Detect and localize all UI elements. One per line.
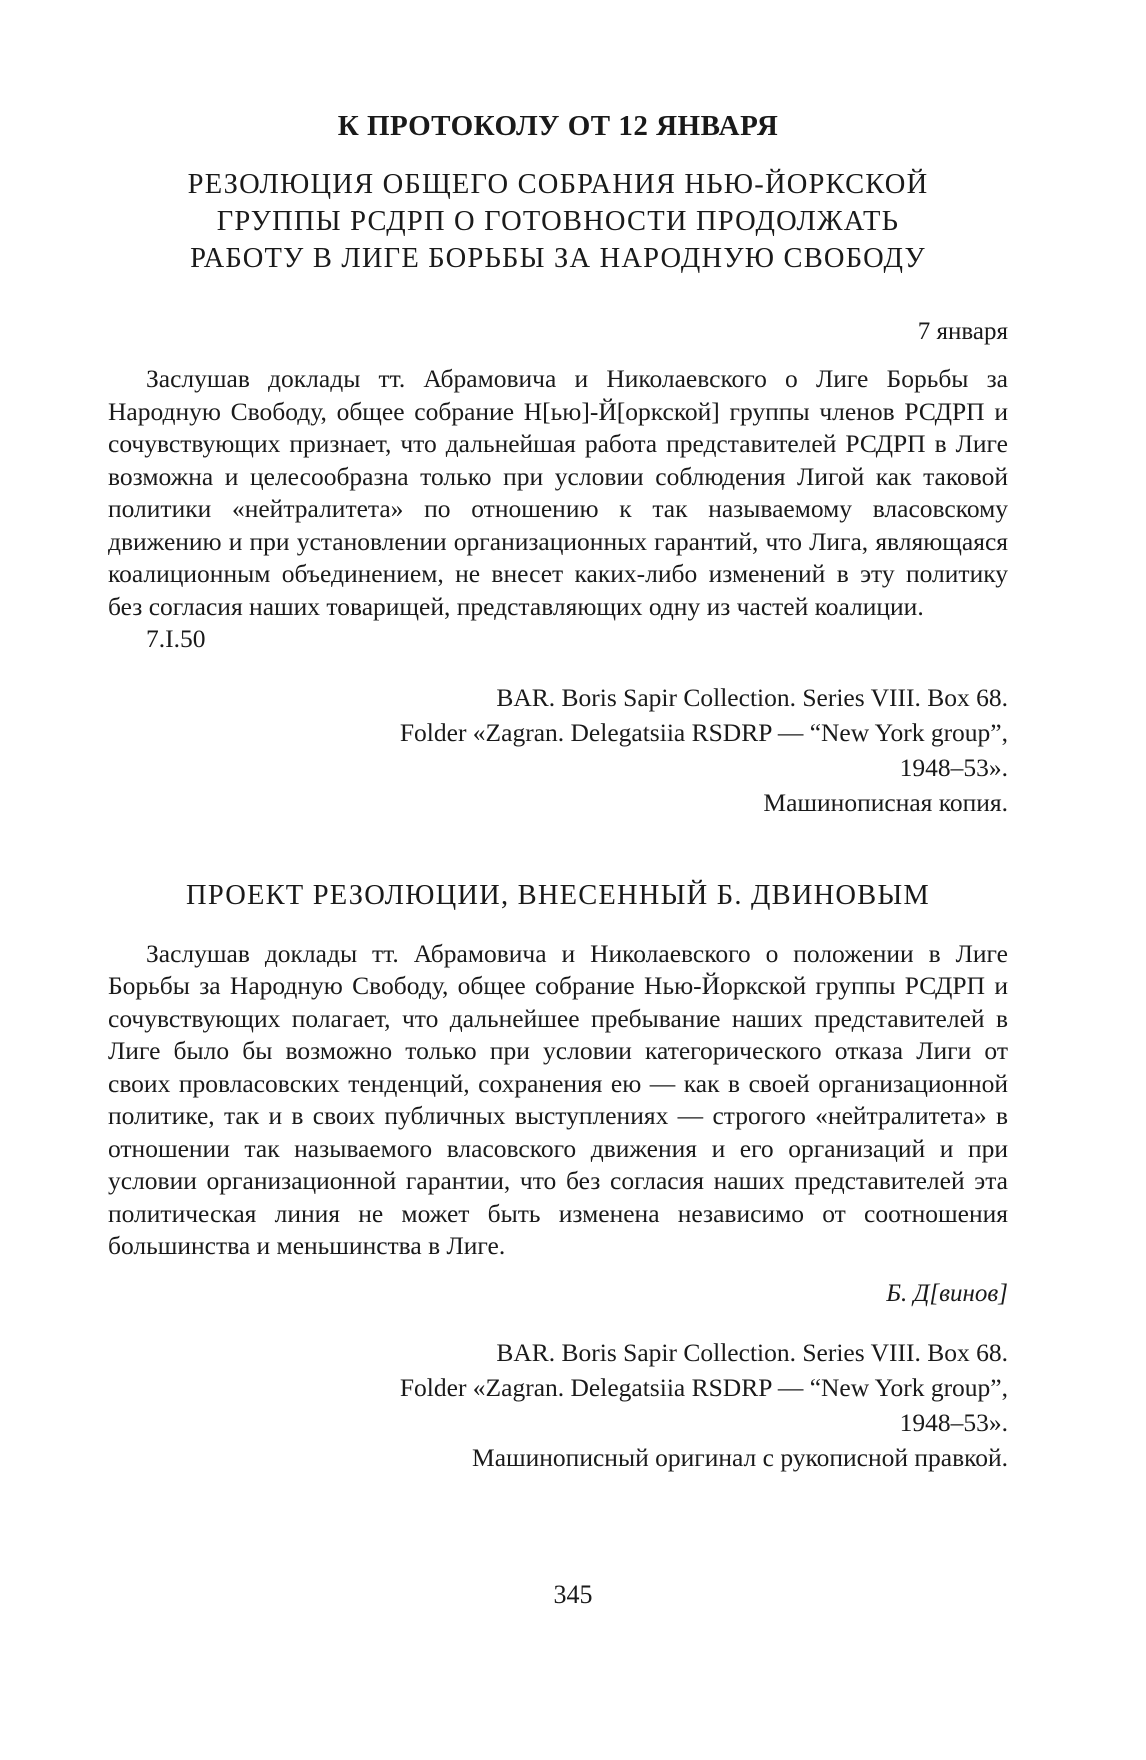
resolution-body: Заслушав доклады тт. Абрамовича и Николаевского о Лиге Борьбы за Народную Свободу, общее собрание Н[ью]-Й[оркской] группы членов РСДРП и сочувствующих признает, что дальнейшая работа представителей РСДРП в Лиге возможна и целесообразна только при условии соблюдения Лигой как таковой политики «нейтралитета» по отношению к так называемому власовскому движению и при установлении организационных гарантий, что Лига, являющаяся коалиционным объединением, не внесет каких-либо изменений в эту политику без согласия наших товарищей, представляющих одну из частей коалиции. [108, 364, 1008, 621]
source-line: Folder «Zagran. Delegatsiia RSDRP — “New York group”, [399, 717, 1008, 747]
resolution-title-line: РАБОТУ В ЛИГЕ БОРЬБЫ ЗА НАРОДНУЮ СВОБОДУ [190, 243, 926, 274]
resolution-title-line: РЕЗОЛЮЦИЯ ОБЩЕГО СОБРАНИЯ НЬЮ-ЙОРКСКОЙ [187, 169, 929, 200]
resolution-source [108, 680, 1008, 820]
page-content [108, 108, 1008, 1475]
source-line: BAR. Boris Sapir Collection. Series VIII. Box 68. [496, 1337, 1008, 1367]
resolution-closing-date: 7.I.50 [146, 624, 206, 653]
resolution-title [108, 166, 1008, 277]
section-heading: К ПРОТОКОЛУ ОТ 12 ЯНВАРЯ [337, 110, 779, 142]
draft-resolution-body: Заслушав доклады тт. Абрамовича и Николаевского о положении в Лиге Борьбы за Народную Свободу, общее собрание Нью-Йоркской группы РСДРП и сочувствующих полагает, что дальнейшее пребывание наших представителей в Лиге было бы возможно только при условии категорического отказа Лиги от своих провласовских тенденций, сохранения ею — как в своей организационной политике, так и в своих публичных выступлениях — строгого «нейтралитета» в отношении так называемого власовского движения и его организаций и при условии организационной гарантии, что без согласия наших представителей эта политическая линия не может быть изменена независимо от соотношения большинства и меньшинства в Лиге. [108, 938, 1008, 1260]
resolution-date: 7 января [917, 318, 1008, 345]
source-line: Машинописная копия. [763, 787, 1008, 817]
resolution-title-line: ГРУППЫ РСДРП О ГОТОВНОСТИ ПРОДОЛЖАТЬ [216, 206, 900, 237]
source-line: 1948–53». [899, 752, 1008, 782]
draft-resolution-title: ПРОЕКТ РЕЗОЛЮЦИИ, ВНЕСЕННЫЙ Б. ДВИНОВЫМ [186, 879, 930, 911]
source-line: BAR. Boris Sapir Collection. Series VIII. Box 68. [496, 682, 1008, 712]
source-line: 1948–53». [899, 1407, 1008, 1437]
source-line: Folder «Zagran. Delegatsiia RSDRP — “New York group”, [399, 1372, 1008, 1402]
draft-resolution-source [108, 1335, 1008, 1475]
source-line: Машинописный оригинал с рукописной правкой. [472, 1442, 1008, 1472]
signature: Б. Д[винов] [886, 1279, 1008, 1307]
page-number: 345 [553, 1580, 593, 1609]
